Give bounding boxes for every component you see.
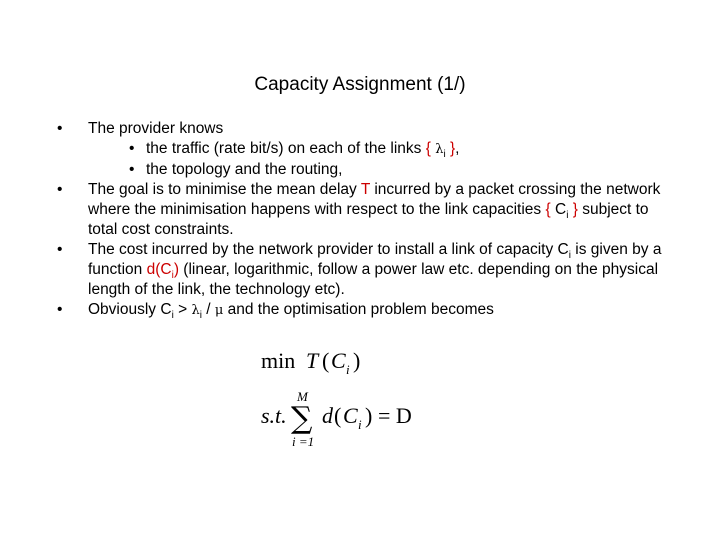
bullet-item-cost (57, 240, 667, 300)
sub-bullet-marker: • (129, 161, 135, 178)
bullet-text: The provider knows (88, 120, 224, 137)
set-close-brace: } (568, 201, 578, 218)
formula-T: T (306, 348, 319, 373)
sub-bullet-list (88, 139, 667, 180)
sub-bullet-text: the traffic (rate bit/s) on each of the links (146, 140, 426, 157)
lambda-symbol: λ (435, 142, 444, 157)
bullet-text-mid: incurred by a packet crossing the network where the minimisation happens with respect to the link capacities (88, 181, 661, 218)
bullet-text-end: (linear, logarithmic, follow a power law etc. depending on the physical length of the link, the technology etc). (88, 261, 659, 298)
lambda-subscript: i (443, 149, 446, 161)
bullet-marker: • (57, 241, 63, 258)
mu-symbol: μ (214, 303, 224, 318)
formula-rparen-2: ) (365, 403, 373, 428)
formula-d: d (322, 403, 333, 428)
bullet-text-mid: is given by a function (88, 241, 662, 278)
formula-sum-lower: i =1 (292, 434, 315, 449)
formula-rparen: ) (353, 348, 361, 373)
bullet-text-end: subject to total cost constraints. (88, 201, 649, 238)
capacity-subscript: i (566, 210, 569, 222)
formula-sum-upper: M (297, 389, 308, 404)
lambda-subscript: i (199, 310, 202, 322)
sub-bullet-topology (88, 160, 667, 180)
bullet-list (57, 119, 667, 321)
optimisation-formula (240, 340, 470, 460)
delay-symbol-T: T (360, 181, 371, 198)
slide-title: Capacity Assignment (1/) (254, 74, 466, 95)
sub-bullet-text-end: , (455, 140, 460, 157)
formula-equals-D: = D (378, 403, 412, 428)
bullet-marker: • (57, 181, 63, 198)
set-open-brace: { (425, 140, 436, 157)
bullet-item-obviously (57, 300, 667, 321)
bullet-text: The cost incurred by the network provider to install a link of capacity C (88, 241, 569, 258)
formula-C: C (331, 348, 346, 373)
set-close-brace: } (445, 140, 456, 157)
cost-function-close: ) (173, 261, 179, 278)
divide-sign: / (201, 301, 215, 318)
formula-lparen-2: ( (334, 403, 342, 428)
greater-than: > (173, 301, 192, 318)
bullet-marker: • (57, 120, 63, 137)
formula-st: s.t. (261, 403, 287, 428)
formula-i: i (346, 362, 350, 377)
set-open-brace: { (545, 201, 555, 218)
sub-bullet-text: the topology and the routing, (146, 161, 343, 178)
bullet-item-goal (57, 180, 667, 240)
bullet-item-provider-knows (57, 119, 667, 180)
capacity-subscript: i (568, 250, 571, 262)
sub-bullet-marker: • (129, 140, 135, 157)
bullet-text: The goal is to minimise the mean delay (88, 181, 361, 198)
cost-function: d(C (146, 261, 172, 278)
formula-min: min (261, 348, 296, 373)
capacity-subscript: i (171, 310, 174, 322)
formula-i-2: i (358, 417, 362, 432)
bullet-text: Obviously C (88, 301, 172, 318)
formula-lparen: ( (322, 348, 330, 373)
cost-function-subscript: i (171, 270, 174, 282)
formula-sigma: ∑ (291, 401, 313, 436)
formula-C-2: C (343, 403, 358, 428)
lambda-symbol: λ (191, 303, 200, 318)
sub-bullet-traffic (88, 139, 667, 160)
bullet-text-end: and the optimisation problem becomes (223, 301, 494, 318)
capacity-symbol: C (554, 201, 567, 218)
bullet-marker: • (57, 301, 63, 318)
